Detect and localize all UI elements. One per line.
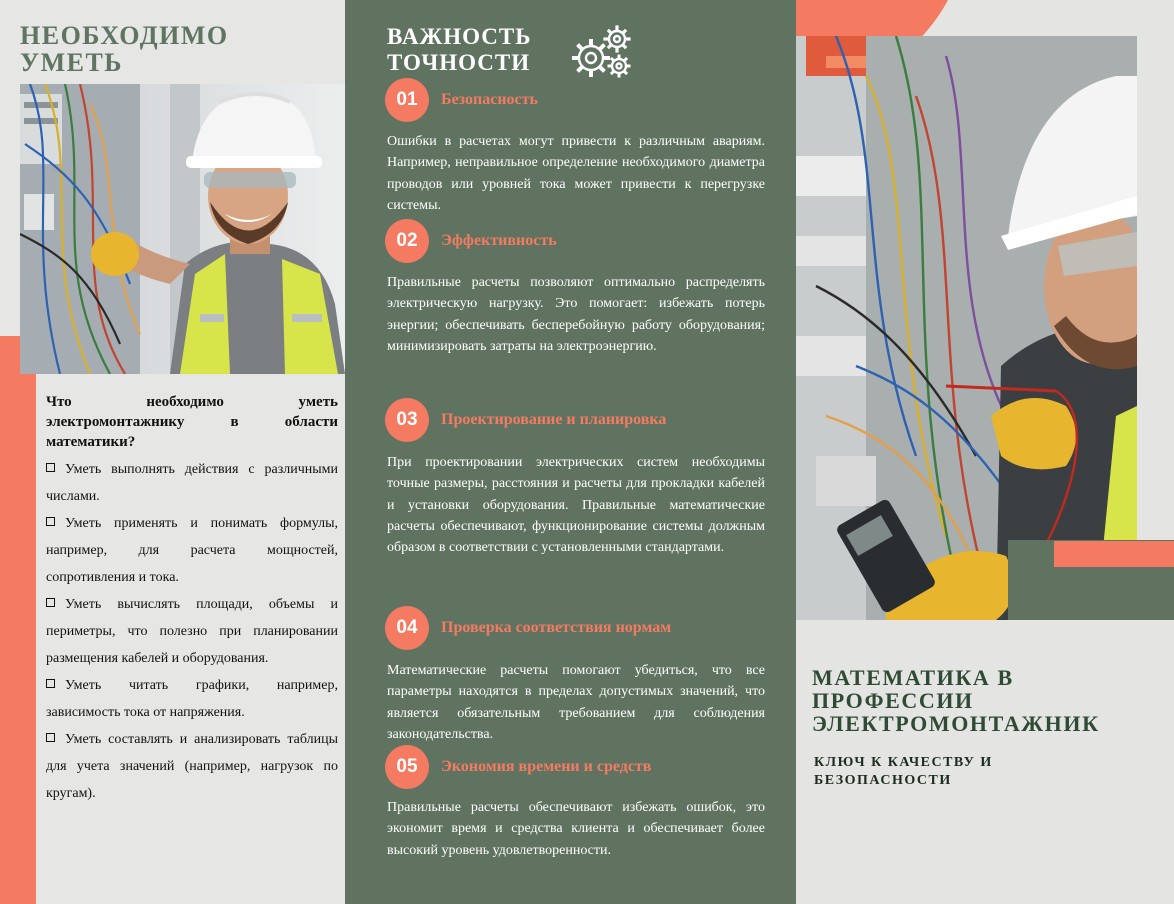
middle-panel (345, 0, 796, 904)
section-text: Правильные расчеты обеспечивают избежать ошибок, это экономит время и средства клиента и обеспечивает более высокий уровень удовлетворенности. (387, 800, 765, 858)
brochure-title-line-2: ПРОФЕССИИ (812, 688, 974, 713)
skills-list-item-text: Уметь составлять и анализировать таблицы для учета значений (например, нагрузок по кругам). (46, 732, 338, 801)
brochure-subtitle-line-2: БЕЗОПАСНОСТИ (814, 773, 952, 788)
skills-list-item-text: Уметь вычислять площади, объемы и периметры, что полезно при планировании размещения кабелей и оборудования. (46, 597, 338, 666)
checkbox-icon (46, 598, 55, 607)
section-heading: Экономия времени и средств (441, 758, 652, 775)
left-title-line-1: НЕОБХОДИМО (20, 21, 229, 50)
gears-icon (571, 24, 635, 82)
checkbox-icon (46, 517, 55, 526)
left-title-line-2: УМЕТЬ (20, 48, 123, 77)
section-text: При проектировании электрических систем необходимы точные размеры, расстояния и расчеты для прокладки кабелей и установки оборудования. Правильные математические расчеты обеспечивают, функционирование системы должным образом в соответствии с установленными стандартами. (387, 455, 765, 556)
checkbox-icon (46, 463, 55, 472)
brochure-subtitle (814, 754, 1114, 790)
electrician-testing-photo (796, 36, 1137, 620)
section-heading: Безопасность (441, 91, 538, 108)
skills-list-item-text: Уметь применять и понимать формулы, например, для расчета мощностей, сопротивления и тока. (46, 516, 338, 585)
skills-list-item-text: Уметь выполнять действия с различными числами. (46, 462, 338, 504)
section-number: 03 (385, 398, 429, 442)
section-number: 04 (385, 606, 429, 650)
skills-list-item (46, 456, 338, 510)
electrician-smiling-photo (20, 84, 345, 374)
brochure-title-line-1: МАТЕМАТИКА В (812, 665, 1014, 690)
section-text: Правильные расчеты позволяют оптимально распределять электрическую нагрузку. Это помогает: избежать потерь энергии; обеспечивать бесперебойную работу оборудования; минимизировать затраты на электроэнергию. (387, 275, 765, 354)
middle-title-line-2: ТОЧНОСТИ (387, 50, 531, 75)
brochure-title (812, 666, 1162, 735)
middle-panel-title (387, 24, 531, 76)
skills-list-item-text: Уметь читать графики, например, зависимость тока от напряжения. (46, 678, 338, 720)
section-heading: Проектирование и планировка (441, 411, 667, 428)
section-heading: Проверка соответствия нормам (441, 619, 672, 636)
skills-list-item (46, 726, 338, 807)
section-text: Ошибки в расчетах могут привести к различным авариям. Например, неправильное определение необходимого диаметра проводов или уровней тока может привести к перегрузке системы. (387, 134, 765, 213)
section-text: Математические расчеты помогают убедиться, что все параметры находятся в пределах допустимых значений, что является обязательным требованием для соблюдения законодательства. (387, 663, 765, 742)
left-accent-bar (0, 336, 36, 904)
section-number: 02 (385, 219, 429, 263)
middle-title-line-1: ВАЖНОСТЬ (387, 24, 532, 49)
left-text-block (46, 392, 338, 807)
section-number: 01 (385, 78, 429, 122)
checkbox-icon (46, 733, 55, 742)
checkbox-icon (46, 679, 55, 688)
section-number: 05 (385, 745, 429, 789)
left-question: Что необходимо уметь электромонтажнику в области математики? (46, 394, 338, 450)
skills-list (46, 456, 338, 807)
skills-list-item (46, 672, 338, 726)
section-heading: Эффективность (441, 232, 557, 249)
orange-accent-bar (1054, 541, 1174, 567)
left-panel-title (20, 22, 330, 76)
skills-list-item (46, 591, 338, 672)
brochure-subtitle-line-1: КЛЮЧ К КАЧЕСТВУ И (814, 755, 993, 770)
skills-list-item (46, 510, 338, 591)
brochure-title-line-3: ЭЛЕКТРОМОНТАЖНИК (812, 711, 1100, 736)
